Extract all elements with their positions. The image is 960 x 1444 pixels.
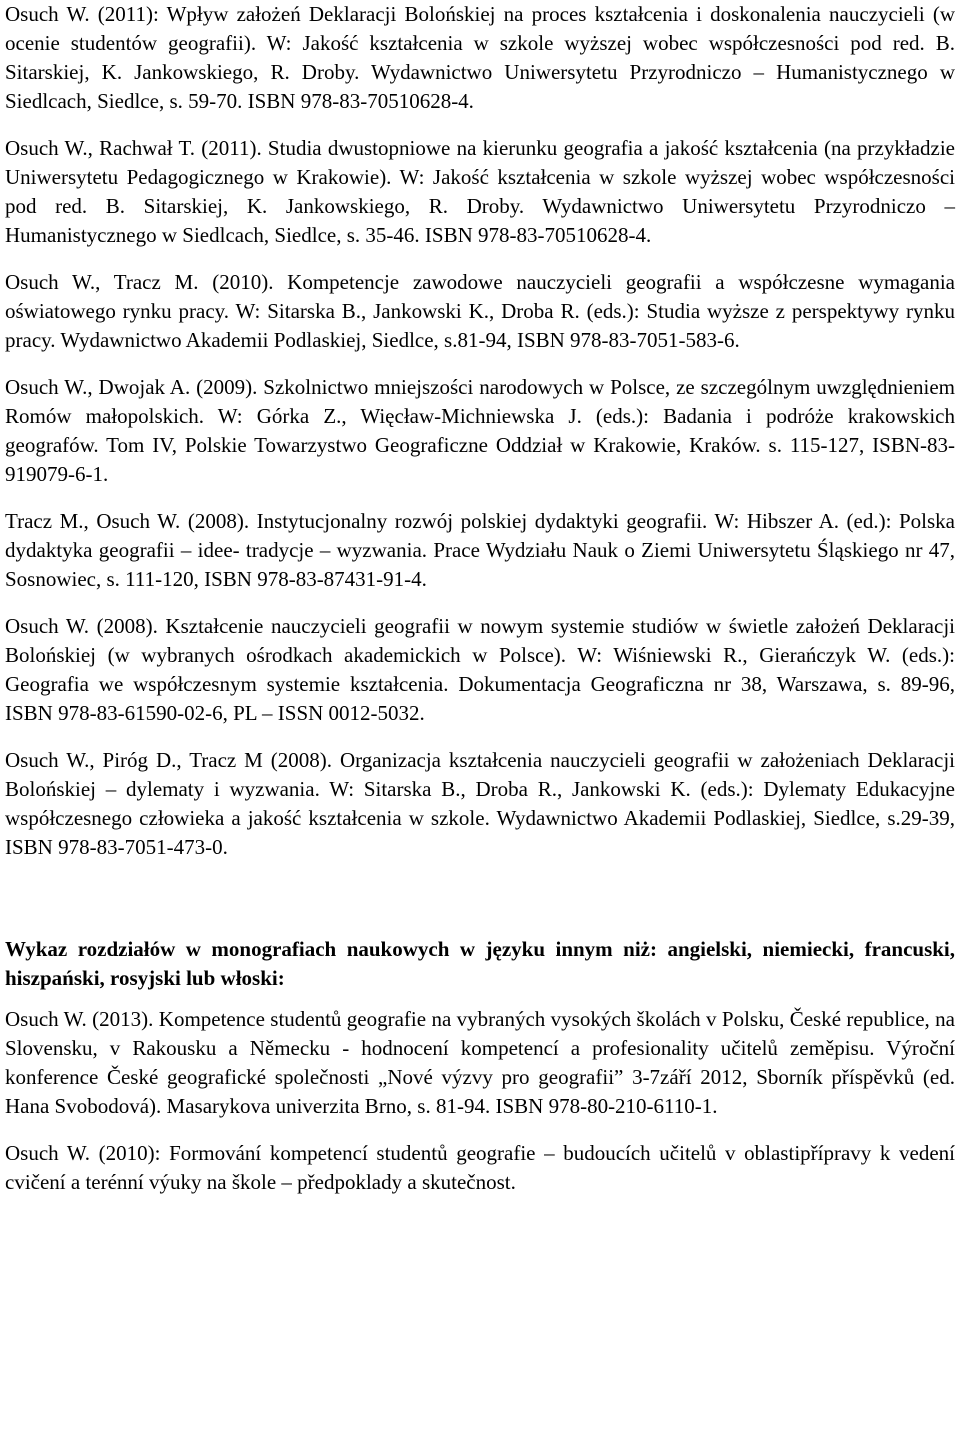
foreign-language-section: [5, 935, 955, 1197]
section-heading: Wykaz rozdziałów w monografiach naukowych w języku innym niż: angielski, niemiecki, francuski, hiszpański, rosyjski lub włoski:: [5, 937, 955, 990]
bibliography-entry: Osuch W., Tracz M. (2010). Kompetencje zawodowe nauczycieli geografii a współczesne wymagania oświatowego rynku pracy. W: Sitarska B., Jankowski K., Droba R. (eds.): Studia wyższe z perspektywy rynku pracy. Wydawnictwo Akademii Podlaskiej, Siedlce, s.81-94, ISBN 978-83-7051-583-6.: [5, 270, 955, 352]
bibliography-entry: Osuch W. (2008). Kształcenie nauczycieli geografii w nowym systemie studiów w świetle założeń Deklaracji Bolońskiej (w wybranych ośrodkach akademickich w Polsce). W: Wiśniewski R., Gierańczyk W. (eds.): Geografia we współczesnym systemie kształcenia. Dokumentacja Geograficzna nr 38, Warszawa, s. 89-96, ISBN 978-83-61590-02-6, PL – ISSN 0012-5032.: [5, 614, 955, 725]
bibliography-entry: Osuch W. (2011): Wpływ założeń Deklaracji Bolońskiej na proces kształcenia i doskonalenia nauczycieli (w ocenie studentów geografii). W: Jakość kształcenia w szkole wyższej wobec współczesności pod red. B. Sitarskiej, K. Jankowskiego, R. Droby. Wydawnictwo Uniwersytetu Przyrodniczo – Humanistycznego w Siedlcach, Siedlce, s. 59-70. ISBN 978-83-70510628-4.: [5, 2, 955, 113]
document-page: [5, 0, 955, 1215]
bibliography-entry: Osuch W., Rachwał T. (2011). Studia dwustopniowe na kierunku geografia a jakość kształcenia (na przykładzie Uniwersytetu Pedagogicznego w Krakowie). W: Jakość kształcenia w szkole wyższej wobec współczesności pod red. B. Sitarskiej, K. Jankowskiego, R. Droby. Wydawnictwo Uniwersytetu Przyrodniczo – Humanistycznego w Siedlcach, Siedlce, s. 35-46. ISBN 978-83-70510628-4.: [5, 136, 955, 247]
bibliography-entry: Osuch W. (2013). Kompetence studentů geografie na vybraných vysokých školách v Polsku, České republice, na Slovensku, v Rakousku a Německu - hodnocení kompetencí a profesionality učitelů zeměpisu. Výroční konference České geografické společnosti „Nové výzvy pro geografii” 3-7září 2012, Sborník příspěvků (ed. Hana Svobodová). Masarykova univerzita Brno, s. 81-94. ISBN 978-80-210-6110-1.: [5, 1007, 955, 1118]
bibliography-entry: Osuch W., Dwojak A. (2009). Szkolnictwo mniejszości narodowych w Polsce, ze szczególnym uwzględnieniem Romów małopolskich. W: Górka Z., Więcław-Michniewska J. (eds.): Badania i podróże krakowskich geografów. Tom IV, Polskie Towarzystwo Geograficzne Oddział w Krakowie, Kraków. s. 115-127, ISBN-83-919079-6-1.: [5, 375, 955, 486]
section-spacer: [5, 880, 955, 935]
bibliography-entry: Tracz M., Osuch W. (2008). Instytucjonalny rozwój polskiej dydaktyki geografii. W: Hibszer A. (ed.): Polska dydaktyka geografii – idee- tradycje – wyzwania. Prace Wydziału Nauk o Ziemi Uniwersytetu Śląskiego nr 47, Sosnowiec, s. 111-120, ISBN 978-83-87431-91-4.: [5, 509, 955, 591]
bibliography-entry: Osuch W. (2010): Formování kompetencí studentů geografie – budoucích učitelů v oblastipřípravy k vedení cvičení a terénní výuky na škole – předpoklady a skutečnost.: [5, 1141, 955, 1194]
bibliography-list: [5, 0, 955, 862]
bibliography-entry: Osuch W., Piróg D., Tracz M (2008). Organizacja kształcenia nauczycieli geografii w założeniach Deklaracji Bolońskiej – dylematy i wyzwania. W: Sitarska B., Droba R., Jankowski K. (eds.): Dylematy Edukacyjne współczesnego człowieka a jakość kształcenia w szkole. Wydawnictwo Akademii Podlaskiej, Siedlce, s.29-39, ISBN 978-83-7051-473-0.: [5, 748, 955, 859]
